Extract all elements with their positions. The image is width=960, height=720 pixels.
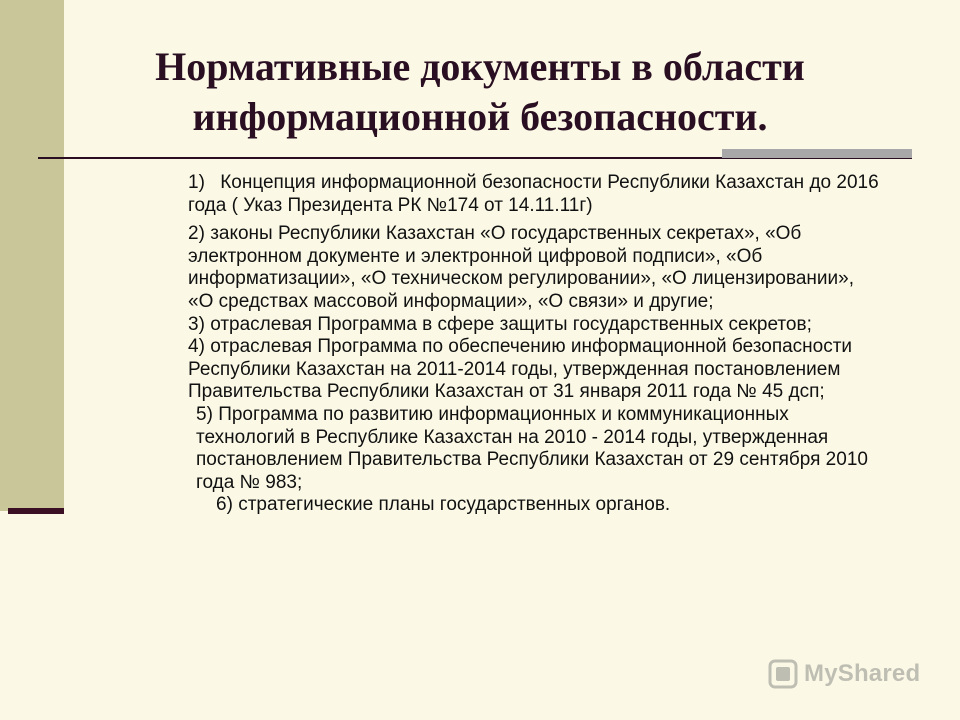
list-item-4-number: 4) bbox=[188, 336, 205, 358]
slide-title-line-2: информационной безопасности. bbox=[192, 94, 768, 139]
myshared-watermark bbox=[768, 656, 920, 692]
myshared-logo-icon bbox=[768, 659, 798, 689]
slide-content bbox=[144, 172, 884, 517]
list-item-3-number: 3) bbox=[188, 313, 205, 335]
list-item-1-text: Концепция информационной безопасности Республики Казахстан до 2016 года ( Указ Президента РК №174 от 14.11.11г) bbox=[188, 172, 879, 216]
list-item-5-number: 5) bbox=[196, 403, 213, 425]
list-item-2 bbox=[144, 223, 884, 313]
sidebar-strip bbox=[0, 0, 64, 511]
list-item-1 bbox=[144, 172, 884, 217]
list-item-2-number: 2) bbox=[188, 223, 205, 245]
list-item-6-text: стратегические планы государственных органов. bbox=[238, 494, 671, 516]
sidebar-divider bbox=[8, 508, 64, 514]
list-item-3-text: отраслевая Программа в сфере защиты государственных секретов; bbox=[210, 313, 812, 335]
title-accent-bar bbox=[722, 149, 912, 158]
slide-title bbox=[100, 42, 860, 142]
list-item-5 bbox=[144, 404, 884, 494]
list-item-5-text: Программа по развитию информационных и коммуникационных технологий в Республике Казахстан на 2010 - 2014 годы, утвержденная постановлением Правительства Республики Казахстан от 29 сентября 2010 года № 983; bbox=[196, 403, 868, 493]
list-item-1-number: 1) bbox=[188, 172, 205, 193]
slide-title-line-1: Нормативные документы в области bbox=[155, 44, 805, 89]
list-item-4 bbox=[144, 336, 884, 404]
watermark-text: MyShared bbox=[804, 660, 921, 687]
list-item-4-text: отраслевая Программа по обеспечению информационной безопасности Республики Казахстан на 2011-2014 годы, утвержденная постановлением Правительства Республики Казахстан от 31 января 2011 года № 45 дсп; bbox=[188, 336, 853, 403]
list-item-6 bbox=[144, 494, 884, 517]
list-item-3 bbox=[144, 314, 884, 337]
list-item-2-text: законы Республики Казахстан «О государственных секретах», «Об электронном документе и электронной цифровой подписи», «Об информатизации», «О техническом регулировании», «О лицензировании», «О средствах массовой информации», «О связи» и другие; bbox=[188, 223, 854, 312]
list-item-6-number: 6) bbox=[216, 494, 233, 516]
